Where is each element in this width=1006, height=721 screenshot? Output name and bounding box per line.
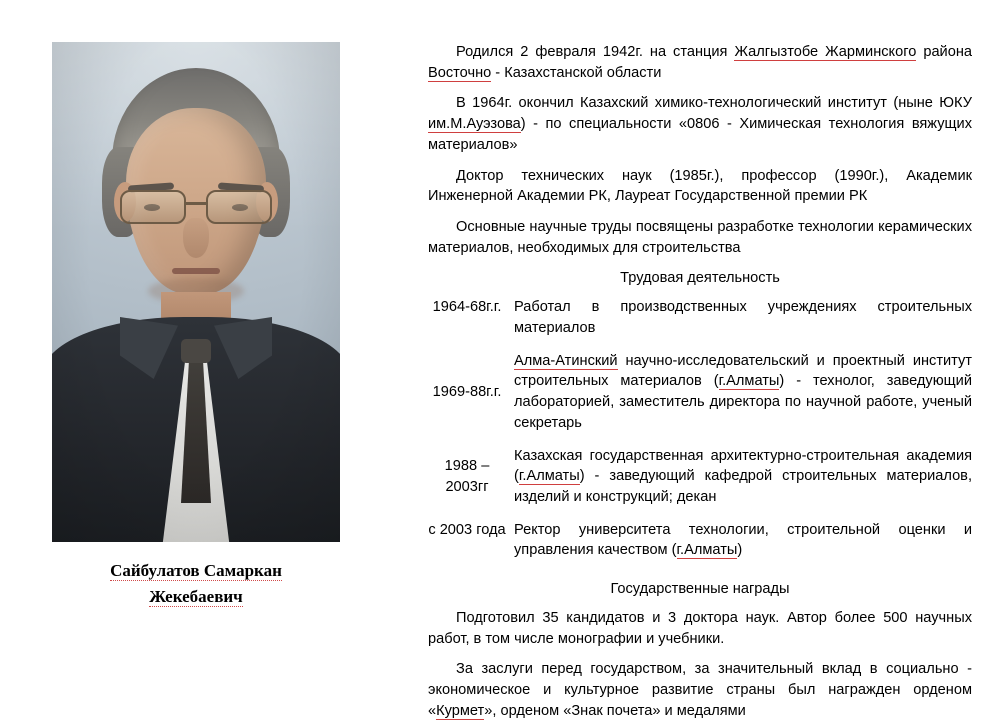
lens-right: [206, 190, 272, 224]
work-period: 1964-68г.г.: [432, 299, 502, 316]
work-history-table: [428, 297, 972, 573]
work-description: Алма-Атинский научно-исследовательский и проектный институт строительных материалов (г.Алматы) - технолог, заведующий лабораторией, заместитель директора по научной работе, ученый секретарь: [514, 352, 972, 431]
caption-line-2: Жекебаевич: [149, 587, 243, 607]
paragraph-awards-text: За заслуги перед государством, за значительный вклад в социально - экономическое и культурное развитие страны был награжден орденом «Курмет», орденом «Знак почета» и медалями: [428, 661, 972, 719]
biography-column: [420, 0, 1006, 719]
table-row: [428, 520, 972, 573]
paragraph-education: [428, 93, 972, 155]
necktie-knot: [181, 339, 211, 363]
paragraph-degrees: [428, 166, 972, 207]
work-period: 1988 – 2003гг: [444, 457, 490, 495]
portrait-column: [0, 0, 420, 695]
table-row: [428, 351, 972, 446]
lens-left: [120, 190, 186, 224]
work-description: Ректор университета технологии, строительной оценки и управления качеством (г.Алматы): [514, 521, 972, 559]
portrait-photo: [52, 42, 340, 542]
paragraph-education-text: В 1964г. окончил Казахский химико-технологический институт (ныне ЮКУ им.М.Ауэзова) - по специальности «0806 - Химическая технология вяжущих материалов»: [428, 95, 972, 153]
work-description: Казахская государственная архитектурно-строительная академия (г.Алматы) - заведующий кафедрой строительных материалов, изделий и конструкций; декан: [514, 447, 972, 505]
portrait-caption: [52, 558, 340, 611]
paragraph-research-text: Основные научные труды посвящены разработке технологии керамических материалов, необходимых для строительства: [428, 219, 972, 256]
mouth-shape: [172, 268, 220, 274]
paragraph-degrees-text: Доктор технических наук (1985г.), профессор (1990г.), Академик Инженерной Академии РК, Лауреат Государственной премии РК: [428, 167, 972, 205]
section-heading-awards: Государственные награды: [610, 581, 790, 598]
paragraph-birth: [428, 42, 972, 83]
glasses-bridge: [184, 202, 208, 205]
paragraph-research: [428, 217, 972, 258]
paragraph-students-text: Подготовил 35 кандидатов и 3 доктора наук. Автор более 500 научных работ, в том числе монографии и учебники.: [428, 609, 972, 647]
nose-shape: [183, 218, 209, 258]
work-period: 1969-88г.г.: [432, 383, 502, 400]
paragraph-students: [428, 608, 972, 649]
work-period: с 2003 года: [428, 521, 506, 538]
table-row: [428, 297, 972, 350]
work-description: Работал в производственных учреждениях строительных материалов: [514, 299, 972, 336]
suit-group: [52, 317, 340, 542]
paragraph-awards: [428, 659, 972, 721]
table-row: [428, 446, 972, 520]
section-heading-work: Трудовая деятельность: [620, 270, 780, 287]
paragraph-birth-text: Родился 2 февраля 1942г. на станция Жалгызтобе Жарминского района Восточно - Казахстанской области: [428, 44, 972, 81]
caption-line-1: Сайбулатов Самаркан: [110, 561, 282, 580]
